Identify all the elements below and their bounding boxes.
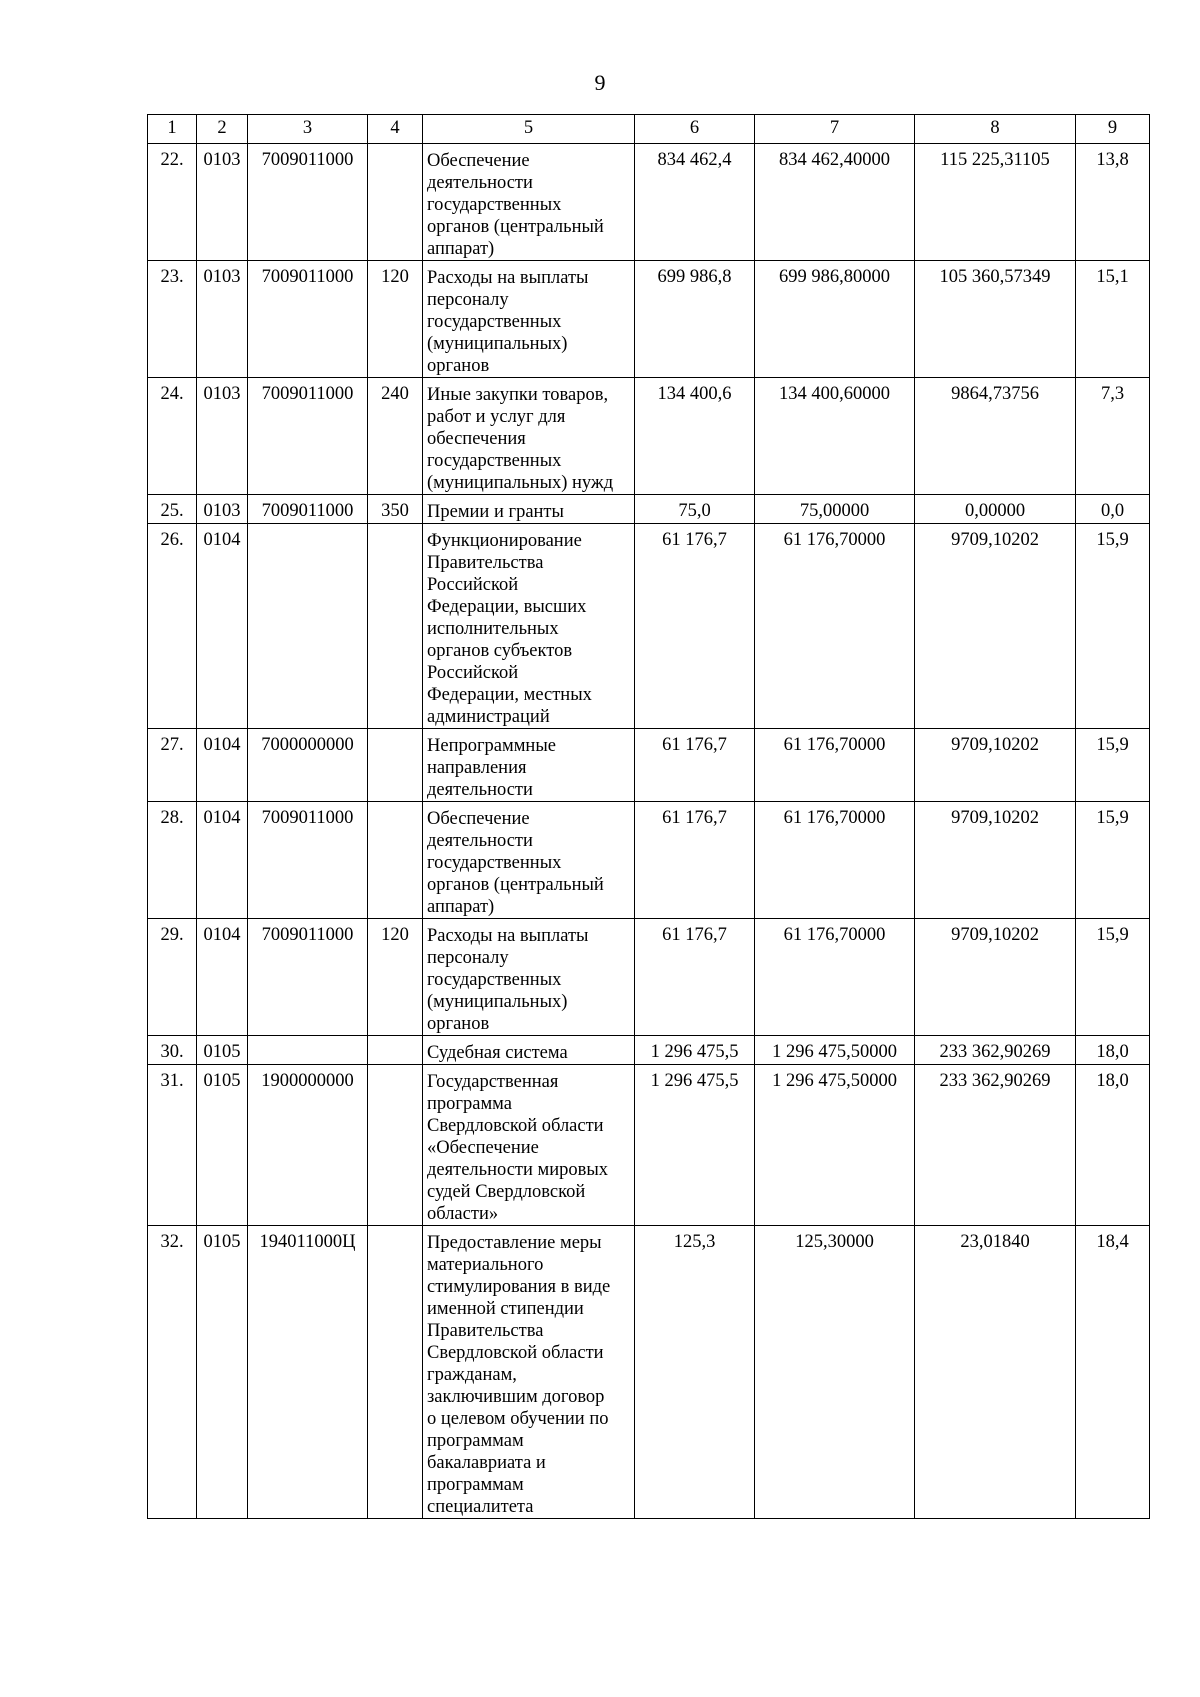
item-name-cell: Премии и гранты: [423, 495, 635, 524]
value-col7-cell: 699 986,80000: [755, 261, 915, 378]
percent-cell: 13,8: [1076, 144, 1150, 261]
value-col8-cell: 9864,73756: [915, 378, 1076, 495]
value-col7-cell: 61 176,70000: [755, 919, 915, 1036]
target-article-cell: 194011000Ц: [248, 1226, 368, 1519]
value-col8-cell: 9709,10202: [915, 729, 1076, 802]
table-row: [148, 378, 1150, 495]
table-row: [148, 1226, 1150, 1519]
percent-cell: 15,9: [1076, 919, 1150, 1036]
table-row: [148, 802, 1150, 919]
percent-cell: 18,0: [1076, 1036, 1150, 1065]
percent-cell: 15,9: [1076, 802, 1150, 919]
target-article-cell: 7009011000: [248, 144, 368, 261]
expense-type-cell: [368, 802, 423, 919]
column-header: 2: [197, 115, 248, 144]
expense-type-cell: 240: [368, 378, 423, 495]
table-body: [148, 144, 1150, 1519]
budget-table: [147, 114, 1150, 1519]
table-row: [148, 261, 1150, 378]
item-name-cell: Иные закупки товаров, работ и услуг для обеспечения государственных (муниципальных) нужд: [423, 378, 635, 495]
value-col7-cell: 1 296 475,50000: [755, 1065, 915, 1226]
header-row: [148, 115, 1150, 144]
target-article-cell: 7009011000: [248, 378, 368, 495]
expense-type-cell: [368, 144, 423, 261]
row-number-cell: 31.: [148, 1065, 197, 1226]
value-col6-cell: 61 176,7: [635, 919, 755, 1036]
table-row: [148, 495, 1150, 524]
item-name-cell: Государственная программа Свердловской области «Обеспечение деятельности мировых судей Свердловской области»: [423, 1065, 635, 1226]
expense-type-cell: [368, 1065, 423, 1226]
expense-type-cell: 350: [368, 495, 423, 524]
item-name-cell: Обеспечение деятельности государственных органов (центральный аппарат): [423, 802, 635, 919]
value-col7-cell: 134 400,60000: [755, 378, 915, 495]
page-number: 9: [594, 70, 606, 95]
section-code-cell: 0105: [197, 1226, 248, 1519]
expense-type-cell: [368, 524, 423, 729]
value-col6-cell: 75,0: [635, 495, 755, 524]
value-col6-cell: 125,3: [635, 1226, 755, 1519]
target-article-cell: 7009011000: [248, 802, 368, 919]
expense-type-cell: 120: [368, 919, 423, 1036]
value-col8-cell: 9709,10202: [915, 524, 1076, 729]
table-row: [148, 1036, 1150, 1065]
target-article-cell: [248, 1036, 368, 1065]
target-article-cell: 7009011000: [248, 261, 368, 378]
value-col6-cell: 61 176,7: [635, 802, 755, 919]
table-row: [148, 524, 1150, 729]
percent-cell: 0,0: [1076, 495, 1150, 524]
column-header: 7: [755, 115, 915, 144]
percent-cell: 7,3: [1076, 378, 1150, 495]
percent-cell: 15,1: [1076, 261, 1150, 378]
target-article-cell: 7000000000: [248, 729, 368, 802]
expense-type-cell: 120: [368, 261, 423, 378]
table-row: [148, 144, 1150, 261]
value-col8-cell: 115 225,31105: [915, 144, 1076, 261]
column-header: 9: [1076, 115, 1150, 144]
value-col6-cell: 134 400,6: [635, 378, 755, 495]
section-code-cell: 0103: [197, 144, 248, 261]
value-col8-cell: 105 360,57349: [915, 261, 1076, 378]
row-number-cell: 29.: [148, 919, 197, 1036]
expense-type-cell: [368, 1036, 423, 1065]
percent-cell: 15,9: [1076, 524, 1150, 729]
table-row: [148, 729, 1150, 802]
value-col8-cell: 233 362,90269: [915, 1036, 1076, 1065]
column-header: 3: [248, 115, 368, 144]
item-name-cell: Судебная система: [423, 1036, 635, 1065]
column-header: 5: [423, 115, 635, 144]
row-number-cell: 28.: [148, 802, 197, 919]
section-code-cell: 0104: [197, 524, 248, 729]
row-number-cell: 26.: [148, 524, 197, 729]
item-name-cell: Расходы на выплаты персоналу государственных (муниципальных) органов: [423, 261, 635, 378]
section-code-cell: 0104: [197, 802, 248, 919]
value-col7-cell: 75,00000: [755, 495, 915, 524]
item-name-cell: Предоставление меры материального стимулирования в виде именной стипендии Правительства Свердловской области гражданам, заключившим договор о целевом обучении по программам бакалавриата и программам специалитета: [423, 1226, 635, 1519]
value-col6-cell: 61 176,7: [635, 524, 755, 729]
item-name-cell: Обеспечение деятельности государственных органов (центральный аппарат): [423, 144, 635, 261]
percent-cell: 18,0: [1076, 1065, 1150, 1226]
row-number-cell: 27.: [148, 729, 197, 802]
percent-cell: 15,9: [1076, 729, 1150, 802]
value-col8-cell: 9709,10202: [915, 919, 1076, 1036]
table-row: [148, 919, 1150, 1036]
value-col6-cell: 699 986,8: [635, 261, 755, 378]
value-col6-cell: 61 176,7: [635, 729, 755, 802]
row-number-cell: 24.: [148, 378, 197, 495]
target-article-cell: 7009011000: [248, 919, 368, 1036]
row-number-cell: 22.: [148, 144, 197, 261]
item-name-cell: Непрограммные направления деятельности: [423, 729, 635, 802]
column-header: 4: [368, 115, 423, 144]
section-code-cell: 0104: [197, 919, 248, 1036]
row-number-cell: 23.: [148, 261, 197, 378]
expense-type-cell: [368, 1226, 423, 1519]
value-col7-cell: 61 176,70000: [755, 729, 915, 802]
section-code-cell: 0103: [197, 378, 248, 495]
row-number-cell: 30.: [148, 1036, 197, 1065]
value-col7-cell: 1 296 475,50000: [755, 1036, 915, 1065]
section-code-cell: 0103: [197, 261, 248, 378]
expense-type-cell: [368, 729, 423, 802]
value-col7-cell: 61 176,70000: [755, 524, 915, 729]
column-header: 1: [148, 115, 197, 144]
column-header: 6: [635, 115, 755, 144]
target-article-cell: 7009011000: [248, 495, 368, 524]
item-name-cell: Расходы на выплаты персоналу государственных (муниципальных) органов: [423, 919, 635, 1036]
value-col7-cell: 125,30000: [755, 1226, 915, 1519]
section-code-cell: 0105: [197, 1036, 248, 1065]
percent-cell: 18,4: [1076, 1226, 1150, 1519]
item-name-cell: Функционирование Правительства Российской Федерации, высших исполнительных органов субъектов Российской Федерации, местных администраций: [423, 524, 635, 729]
table-row: [148, 1065, 1150, 1226]
value-col6-cell: 834 462,4: [635, 144, 755, 261]
value-col6-cell: 1 296 475,5: [635, 1065, 755, 1226]
value-col7-cell: 61 176,70000: [755, 802, 915, 919]
row-number-cell: 32.: [148, 1226, 197, 1519]
value-col7-cell: 834 462,40000: [755, 144, 915, 261]
value-col8-cell: 23,01840: [915, 1226, 1076, 1519]
section-code-cell: 0104: [197, 729, 248, 802]
value-col8-cell: 0,00000: [915, 495, 1076, 524]
value-col8-cell: 233 362,90269: [915, 1065, 1076, 1226]
value-col6-cell: 1 296 475,5: [635, 1036, 755, 1065]
row-number-cell: 25.: [148, 495, 197, 524]
target-article-cell: [248, 524, 368, 729]
section-code-cell: 0103: [197, 495, 248, 524]
column-header: 8: [915, 115, 1076, 144]
value-col8-cell: 9709,10202: [915, 802, 1076, 919]
section-code-cell: 0105: [197, 1065, 248, 1226]
target-article-cell: 1900000000: [248, 1065, 368, 1226]
